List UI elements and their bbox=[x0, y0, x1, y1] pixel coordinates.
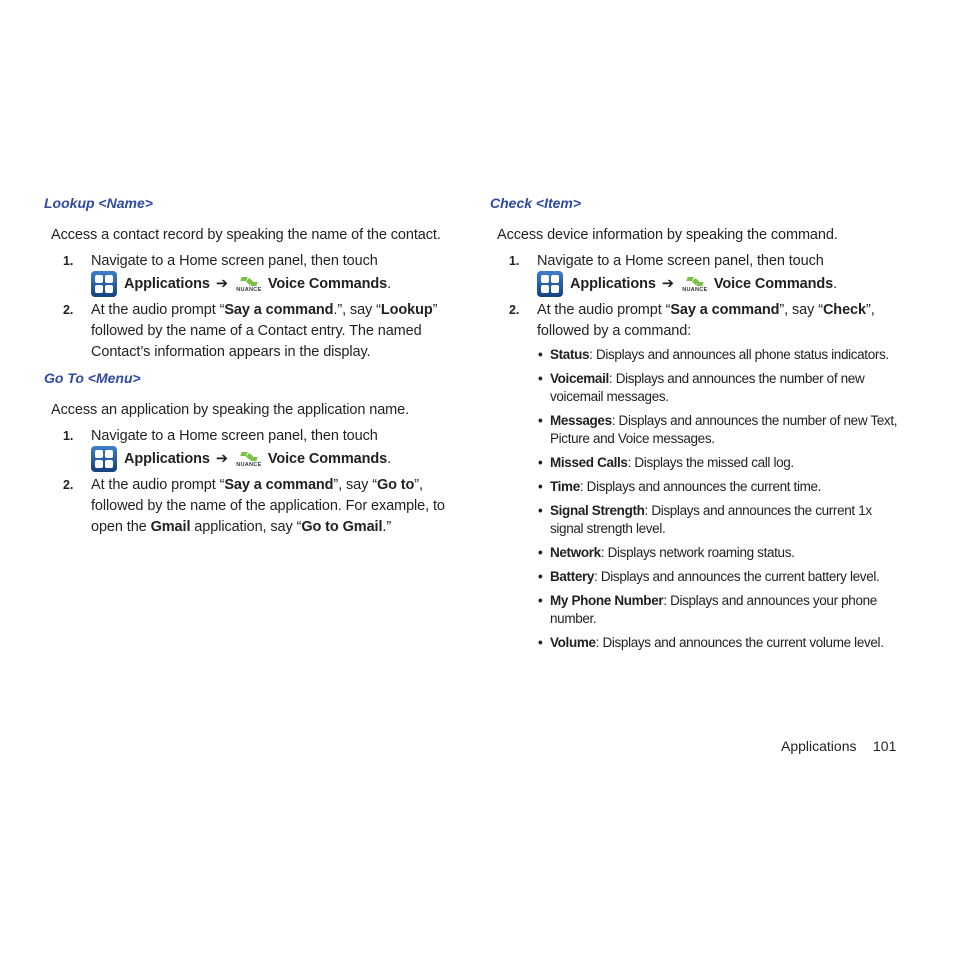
nuance-logo-text: NUANCE bbox=[236, 286, 262, 293]
bullet: • bbox=[538, 455, 543, 470]
check-step-1 bbox=[490, 251, 910, 296]
nuance-logo-text: NUANCE bbox=[682, 286, 708, 293]
applications-grid-icon bbox=[91, 271, 117, 297]
nuance-voice-icon bbox=[680, 276, 710, 293]
command-term: Network bbox=[550, 545, 601, 560]
lookup-intro: Access a contact record by speaking the name of the contact. bbox=[51, 227, 441, 243]
text: ”, say “ bbox=[779, 302, 823, 318]
list-item bbox=[490, 502, 900, 538]
applications-grid-icon bbox=[91, 446, 117, 472]
applications-label: Applications bbox=[124, 450, 210, 467]
list-item bbox=[490, 568, 900, 586]
lookup-heading: Lookup <Name> bbox=[44, 195, 153, 211]
list-item bbox=[490, 592, 900, 628]
command-term: My Phone Number bbox=[550, 593, 664, 608]
app-path bbox=[91, 447, 464, 471]
step-number: 2. bbox=[63, 303, 74, 317]
say-a-command: Say a command bbox=[224, 477, 334, 493]
step-text: Navigate to a Home screen panel, then touch bbox=[91, 428, 378, 444]
bullet: • bbox=[538, 479, 543, 494]
command-term: Signal Strength bbox=[550, 503, 645, 518]
bullet: • bbox=[538, 569, 543, 584]
applications-label: Applications bbox=[570, 275, 656, 292]
lookup-step-1 bbox=[44, 251, 464, 296]
text: .”, say “ bbox=[333, 302, 381, 318]
command-term: Voicemail bbox=[550, 371, 609, 386]
bullet: • bbox=[538, 593, 543, 608]
list-item bbox=[490, 544, 900, 562]
command-term: Time bbox=[550, 479, 580, 494]
say-a-command: Say a command bbox=[224, 302, 334, 318]
command-term: Status bbox=[550, 347, 590, 362]
voice-commands-label: Voice Commands bbox=[267, 275, 388, 292]
period: . bbox=[387, 275, 392, 292]
text: ”, followed by the name of the application. For example, to open the bbox=[91, 477, 445, 535]
command-desc: : Displays and announces your phone number. bbox=[550, 593, 877, 626]
list-item bbox=[490, 346, 900, 364]
command-term: Volume bbox=[550, 635, 596, 650]
arrow-icon: ➔ bbox=[215, 275, 228, 292]
goto-command: Go to bbox=[376, 477, 415, 493]
list-item bbox=[490, 478, 900, 496]
check-heading: Check <Item> bbox=[490, 195, 582, 211]
lookup-command: Lookup bbox=[380, 302, 433, 318]
command-desc: : Displays and announces the number of new voicemail messages. bbox=[550, 371, 865, 404]
bullet: • bbox=[538, 545, 543, 560]
page-number: 101 bbox=[873, 738, 897, 754]
command-desc: : Displays and announces the current battery level. bbox=[594, 569, 880, 584]
list-item bbox=[490, 412, 900, 448]
arrow-icon: ➔ bbox=[661, 275, 674, 292]
period: . bbox=[387, 450, 392, 467]
text: At the audio prompt “ bbox=[91, 302, 225, 318]
period: . bbox=[833, 275, 838, 292]
command-desc: : Displays and announces the current volume level. bbox=[595, 635, 884, 650]
list-item bbox=[490, 454, 900, 472]
text: application, say “ bbox=[190, 519, 302, 535]
applications-grid-icon bbox=[537, 271, 563, 297]
command-term: Missed Calls bbox=[550, 455, 628, 470]
command-desc: : Displays and announces the current 1x signal strength level. bbox=[550, 503, 872, 536]
command-desc: : Displays network roaming status. bbox=[600, 545, 795, 560]
goto-intro: Access an application by speaking the application name. bbox=[51, 402, 410, 418]
footer-section-label: Applications bbox=[781, 738, 857, 754]
gmail-app: Gmail bbox=[150, 519, 191, 535]
text: ”, followed by a command: bbox=[537, 302, 875, 339]
step-number: 2. bbox=[63, 478, 74, 492]
command-desc: : Displays and announces all phone status indicators. bbox=[589, 347, 889, 362]
step-text: Navigate to a Home screen panel, then touch bbox=[537, 253, 824, 269]
bullet: • bbox=[538, 371, 543, 386]
lookup-step-2 bbox=[44, 300, 464, 363]
step-text: Navigate to a Home screen panel, then touch bbox=[91, 253, 378, 269]
command-desc: : Displays the missed call log. bbox=[627, 455, 794, 470]
command-term: Battery bbox=[550, 569, 595, 584]
check-intro: Access device information by speaking the command. bbox=[497, 227, 838, 243]
left-column bbox=[44, 194, 464, 538]
bullet: • bbox=[538, 635, 543, 650]
text: .” bbox=[382, 519, 392, 535]
right-column bbox=[490, 194, 910, 658]
command-desc: : Displays and announces the number of new Text, Picture and Voice messages. bbox=[550, 413, 898, 446]
text: At the audio prompt “ bbox=[537, 302, 671, 318]
check-command: Check bbox=[822, 302, 866, 318]
text: ”, say “ bbox=[333, 477, 377, 493]
step-number: 2. bbox=[509, 303, 520, 317]
list-item bbox=[490, 370, 900, 406]
goto-step-1 bbox=[44, 426, 464, 471]
arrow-icon: ➔ bbox=[215, 450, 228, 467]
nuance-voice-icon bbox=[234, 451, 264, 468]
voice-commands-label: Voice Commands bbox=[713, 275, 834, 292]
bullet: • bbox=[538, 347, 543, 362]
app-path bbox=[537, 272, 910, 296]
voice-commands-label: Voice Commands bbox=[267, 450, 388, 467]
step-number: 1. bbox=[63, 254, 74, 268]
app-path bbox=[91, 272, 464, 296]
list-item bbox=[490, 634, 900, 652]
applications-label: Applications bbox=[124, 275, 210, 292]
command-term: Messages bbox=[550, 413, 612, 428]
goto-step-2 bbox=[44, 475, 464, 538]
say-a-command: Say a command bbox=[670, 302, 780, 318]
text: ” followed by the name of a Contact entry. The named Contact’s information appears in the display. bbox=[91, 302, 438, 360]
bullet: • bbox=[538, 413, 543, 428]
step-number: 1. bbox=[509, 254, 520, 268]
nuance-logo-text: NUANCE bbox=[236, 461, 262, 468]
goto-gmail-command: Go to Gmail bbox=[301, 519, 383, 535]
step-number: 1. bbox=[63, 429, 74, 443]
check-command-list bbox=[490, 346, 910, 652]
text: At the audio prompt “ bbox=[91, 477, 225, 493]
bullet: • bbox=[538, 503, 543, 518]
check-step-2 bbox=[490, 300, 910, 342]
goto-heading: Go To <Menu> bbox=[44, 370, 141, 386]
command-desc: : Displays and announces the current time. bbox=[579, 479, 822, 494]
nuance-voice-icon bbox=[234, 276, 264, 293]
